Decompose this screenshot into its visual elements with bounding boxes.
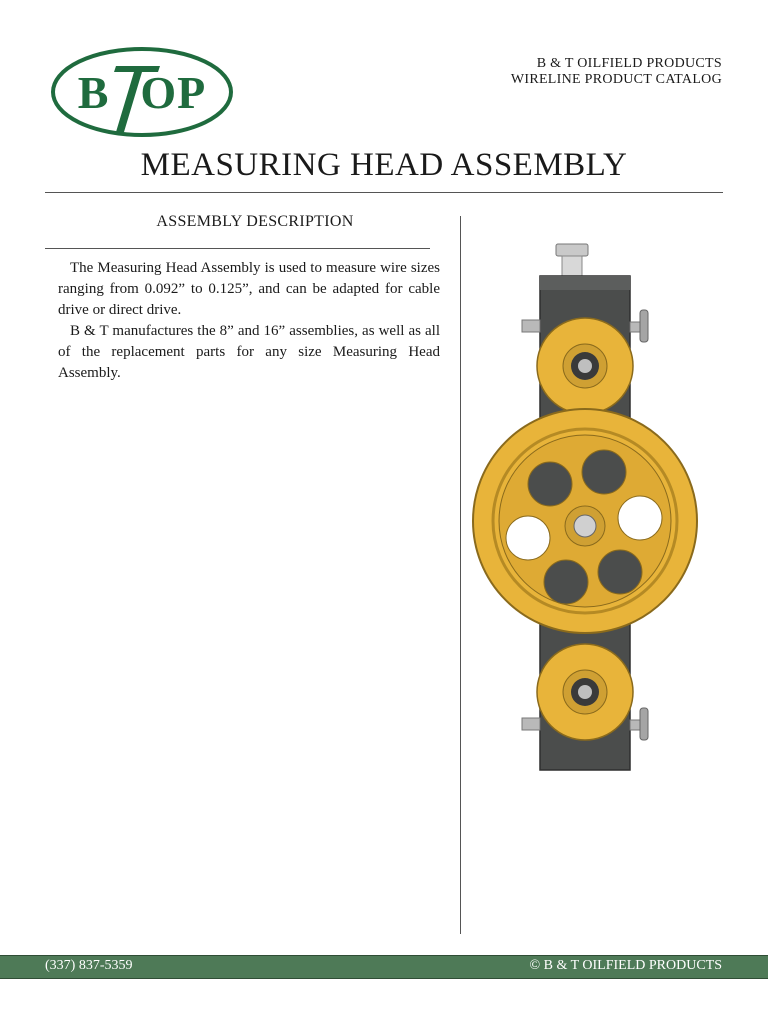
catalog-name: WIRELINE PRODUCT CATALOG bbox=[510, 72, 722, 87]
footer-phone: (337) 837-5359 bbox=[45, 958, 133, 973]
company-header bbox=[511, 56, 722, 88]
column-divider bbox=[460, 216, 461, 934]
footer-copyright: © B & T OILFIELD PRODUCTS bbox=[529, 958, 722, 973]
page-title: MEASURING HEAD ASSEMBLY bbox=[140, 147, 628, 183]
btop-logo bbox=[50, 46, 234, 138]
company-name: B & T OILFIELD PRODUCTS bbox=[536, 56, 722, 71]
description-paragraph: B & T manufactures the 8” and 16” assemblies, as well as all of the replacement parts for any size Measuring Head Assembly. bbox=[58, 323, 440, 381]
assembly-description bbox=[58, 258, 440, 384]
measuring-head-illustration bbox=[468, 236, 704, 776]
page-footer bbox=[0, 955, 768, 979]
section-divider bbox=[45, 248, 430, 249]
section-heading: ASSEMBLY DESCRIPTION bbox=[156, 213, 354, 230]
title-divider bbox=[45, 192, 723, 193]
description-paragraph: The Measuring Head Assembly is used to measure wire sizes ranging from 0.092” to 0.125”, and can be adapted for cable drive or direct drive. bbox=[58, 260, 440, 318]
svg-text:BTOP: BTOP bbox=[77, 67, 207, 118]
